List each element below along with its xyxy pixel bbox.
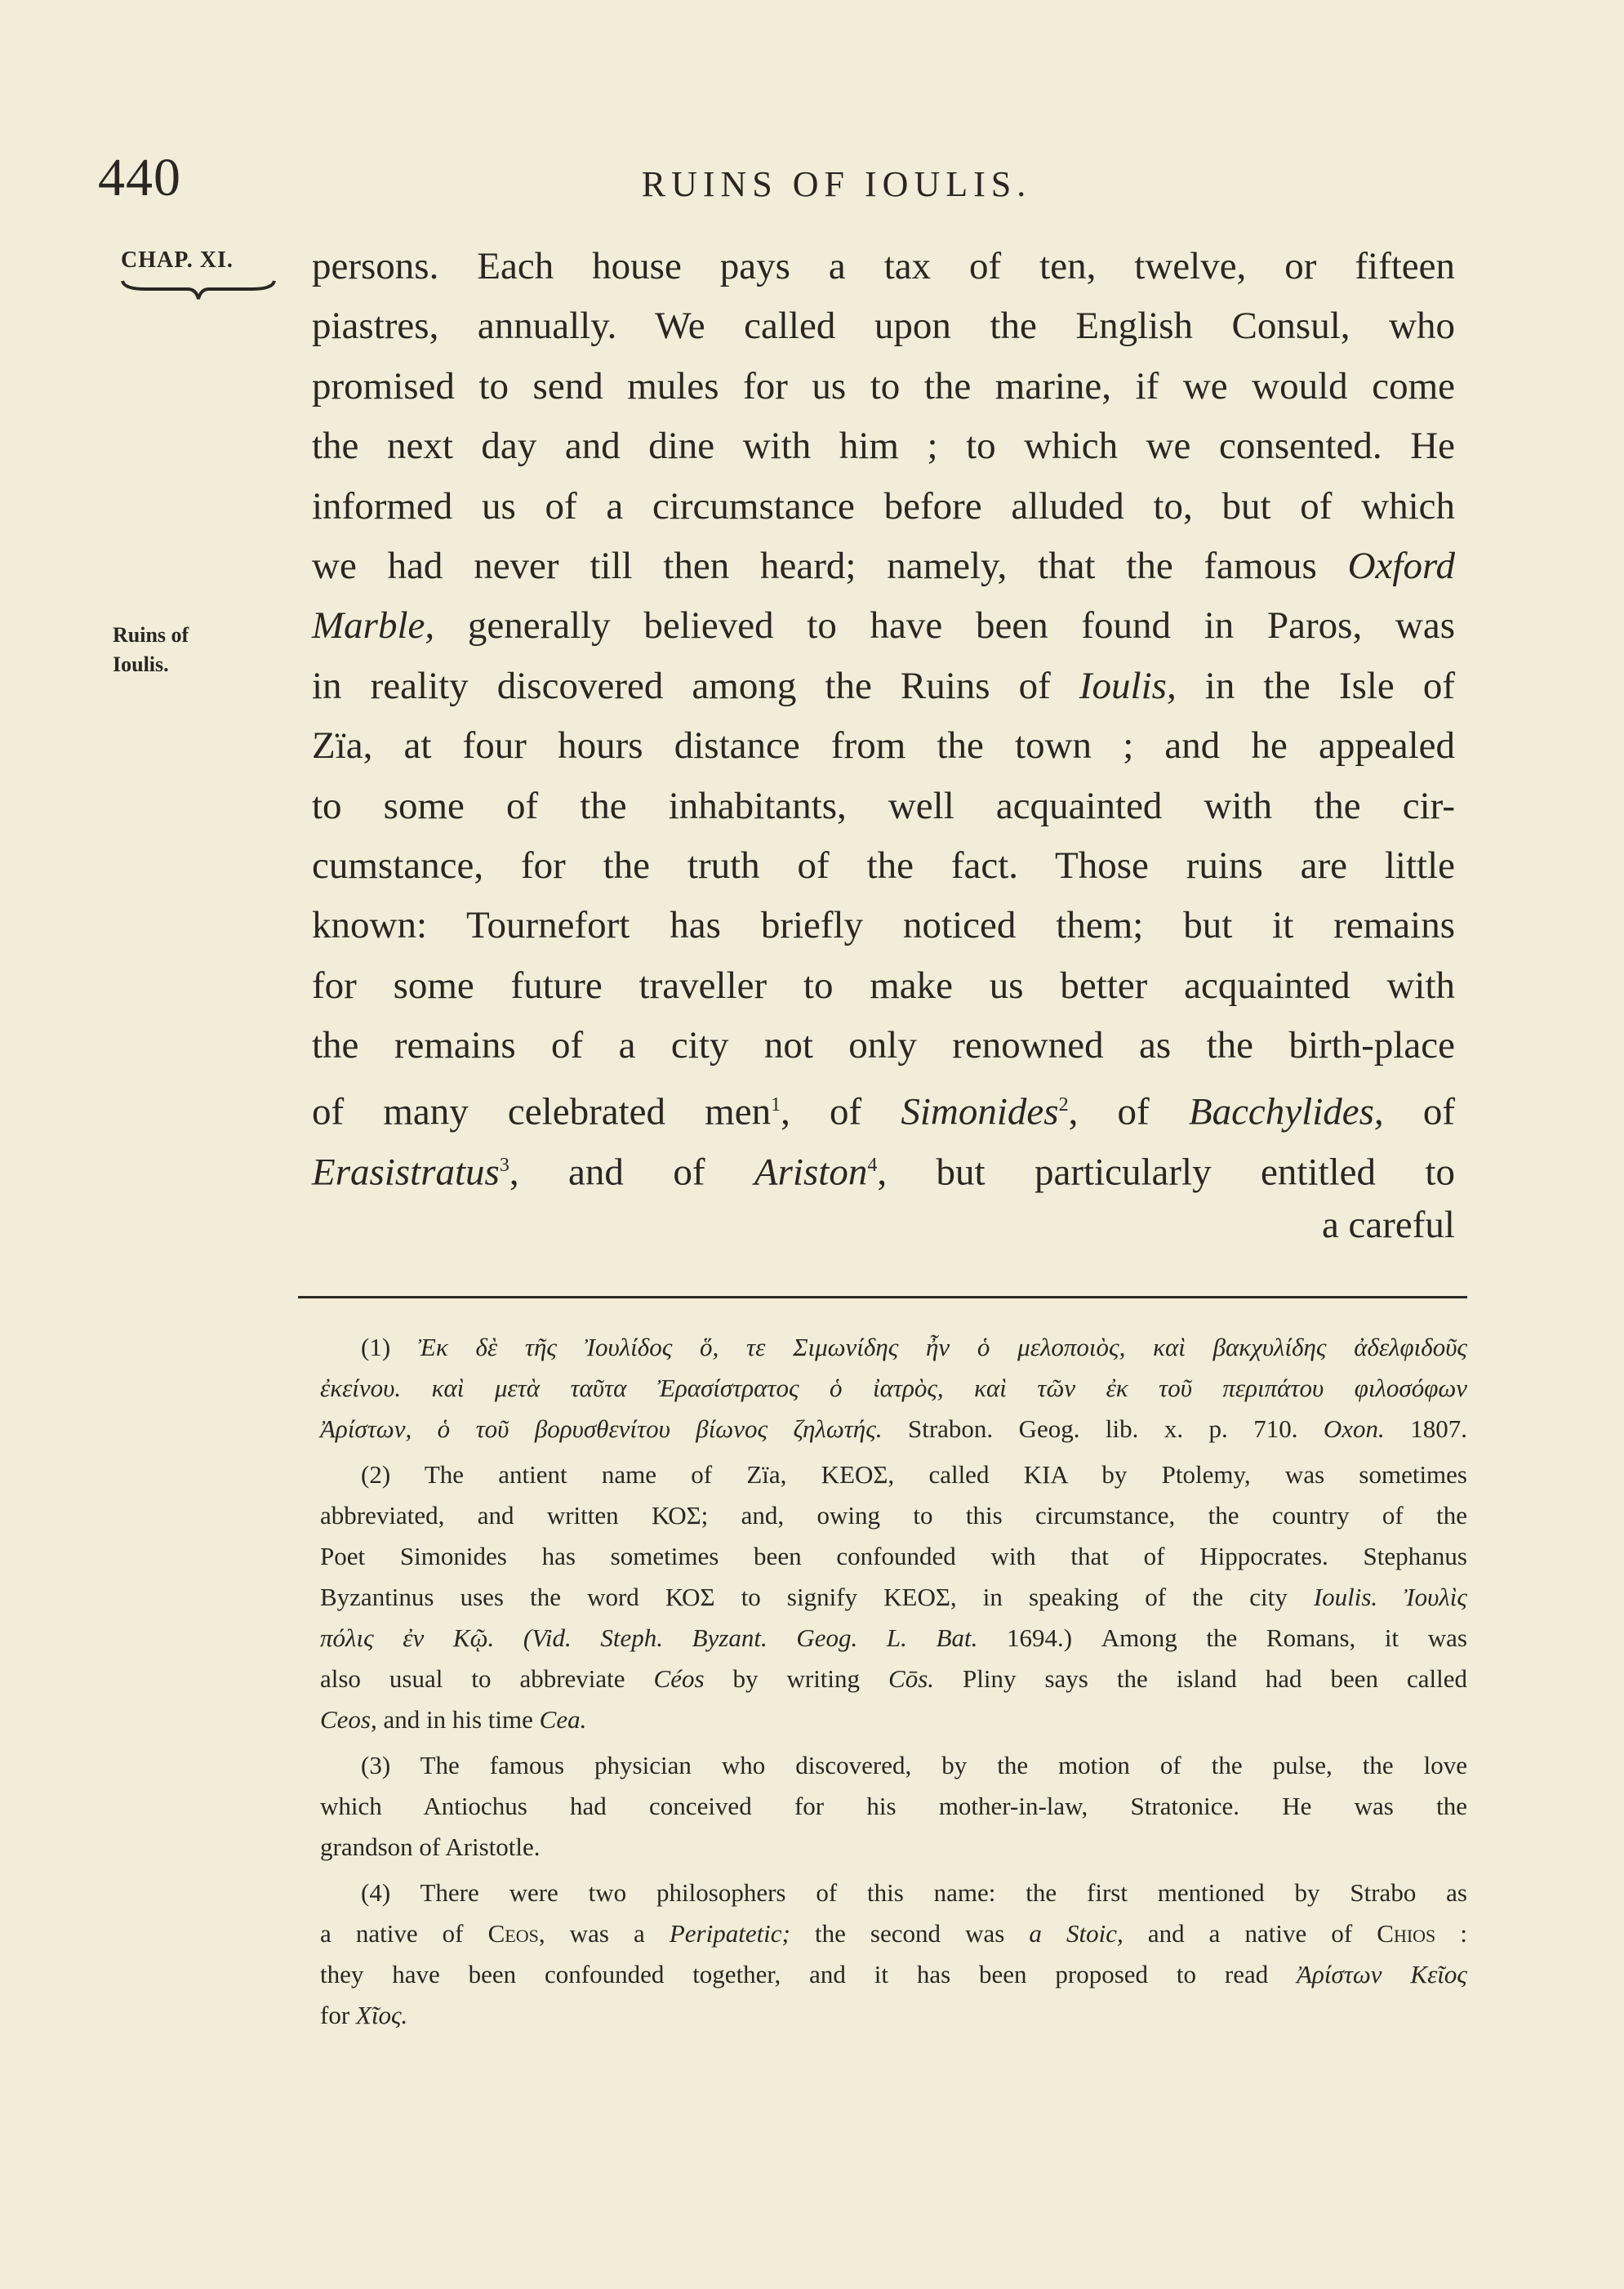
text-line: the next day and dine with him ; to which we consented. He (312, 425, 1455, 468)
footnote-line: grandson of Aristotle. (320, 1833, 541, 1861)
footnote-line: πόλις ἐν Κῷ. (Vid. Steph. Byzant. Geog. L. Bat. 1694.) Among the Romans, it was (320, 1623, 1467, 1652)
side-note (113, 621, 189, 679)
text-line: informed us of a circumstance before alluded to, but of which (312, 484, 1455, 528)
brace-ornament (121, 278, 276, 302)
text-line: we had never till then heard; namely, that the famous Oxford (312, 544, 1455, 587)
text-line: for some future traveller to make us better acquainted with (312, 964, 1455, 1007)
side-note-line: Ioulis. (113, 652, 169, 676)
footnote-line: ἐκείνου. καὶ μετὰ ταῦτα Ἐρασίστρατος ὁ ἰατρὸς, καὶ τῶν ἐκ τοῦ περιπάτου φιλοσόφων (320, 1374, 1467, 1402)
footnotes (320, 1327, 1467, 2036)
oxford-italic: Oxford (1347, 544, 1455, 587)
footnote-rule (298, 1296, 1467, 1298)
text-line: persons. Each house pays a tax of ten, twelve, or fifteen (312, 245, 1455, 287)
footnote-line: Byzantinus uses the word ΚΟΣ to signify ΚΕΟΣ, in speaking of the city Ioulis. Ἰουλὶς (320, 1583, 1467, 1611)
footnote-line: (1) Ἐκ δὲ τῆς Ἰουλίδος ὅ, τε Σιμωνίδης ἦν ὁ μελοποιὸς, καὶ βακχυλίδης ἀδελφιδοῦς (361, 1333, 1468, 1361)
footnote-ref: 4 (867, 1154, 878, 1176)
footnote-line: (4) There were two philosophers of this name: the first mentioned by Strabo as (361, 1878, 1467, 1907)
footnote-line: Ceos, and in his time Cea. (320, 1705, 587, 1734)
text-line: piastres, annually. We called upon the English Consul, who (312, 305, 1455, 348)
footnote-ref: 3 (499, 1154, 509, 1176)
footnote-line: a native of Ceos, was a Peripatetic; the second was a Stoic, and a native of Chios : (320, 1919, 1467, 1948)
text-line: known: Tournefort has briefly noticed them; but it remains (312, 904, 1455, 947)
footnote-line: (3) The famous physician who discovered, by the motion of the pulse, the love (361, 1751, 1467, 1779)
text-line: promised to send mules for us to the marine, if we would come (312, 364, 1455, 407)
catchword-line: a careful (1321, 1204, 1455, 1247)
text-line: Erasistratus$^3$, and of Ariston$^4$, but particularly entitled to (312, 1151, 1455, 1194)
footnote-ref: 1 (771, 1094, 781, 1116)
footnote-line: (2) The antient name of Zïa, ΚΕΟΣ, called ΚΙΑ by Ptolemy, was sometimes (361, 1460, 1467, 1489)
footnote-line: they have been confounded together, and it has been proposed to read Ἀρίστων Κεῖος (320, 1960, 1467, 1988)
running-head: RUINS OF IOULIS. (641, 164, 1032, 204)
footnote-line: Ἀρίστων, ὁ τοῦ βορυσθενίτου βίωνος ζηλωτής. Strabon. Geog. lib. x. p. 710. Oxon. 1807. (320, 1414, 1467, 1443)
text-line: Marble, generally believed to have been found in Paros, was (312, 604, 1455, 648)
text-line: of many celebrated men$^1$, of Simonides$^2$, of Bacchylides, of (312, 1091, 1456, 1134)
footnote-line: which Antiochus had conceived for his mother-in-law, Stratonice. He was the (320, 1792, 1467, 1820)
footnote-ref: 2 (1058, 1094, 1069, 1116)
text-line: the remains of a city not only renowned as the birth-place (312, 1024, 1455, 1067)
page-number: 440 (98, 148, 181, 207)
footnote-line: for Χῖος. (320, 2001, 408, 2029)
ioulis-italic: Ioulis, (1079, 664, 1177, 707)
footnote-line: abbreviated, and written ΚΟΣ; and, owing to this circumstance, the country of the (320, 1501, 1467, 1530)
chapter-label: CHAP. XI. (121, 247, 234, 273)
text-line: cumstance, for the truth of the fact. Those ruins are little (312, 844, 1455, 887)
marble-italic: Marble, (312, 604, 435, 648)
footnote-line: Poet Simonides has sometimes been confounded with that of Hippocrates. Stephanus (320, 1542, 1467, 1570)
text-line: to some of the inhabitants, well acquainted with the cir- (312, 784, 1455, 827)
body-text (312, 237, 1455, 1256)
side-note-line: Ruins of (113, 623, 189, 647)
text-line: in reality discovered among the Ruins of Ioulis, in the Isle of (312, 664, 1456, 707)
footnote-line: also usual to abbreviate Céos by writing Cōs. Pliny says the island had been called (320, 1664, 1467, 1693)
text-line: Zïa, at four hours distance from the town ; and he appealed (312, 724, 1455, 768)
